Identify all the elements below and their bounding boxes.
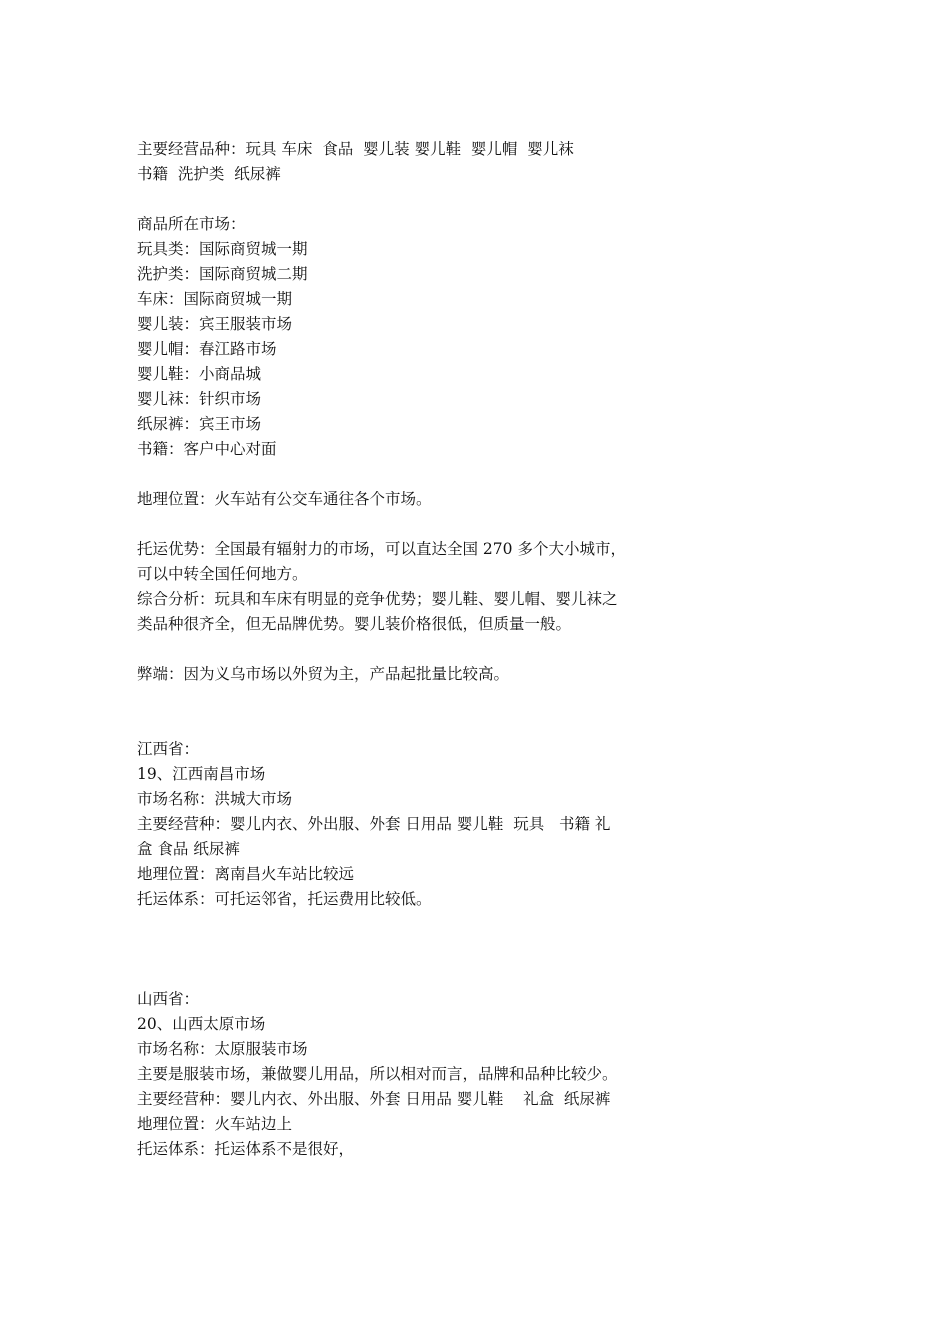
shanxi-location: 地理位置：火车站边上 (137, 1115, 293, 1133)
main-products-line-1: 主要经营品种：玩具 车床 食品 婴儿装 婴儿鞋 婴儿帽 婴儿袜 (137, 140, 574, 158)
shanxi-market-name: 市场名称：太原服装市场 (137, 1040, 308, 1058)
market-toys: 玩具类：国际商贸城一期 (137, 240, 308, 258)
shanxi-shipping: 托运体系：托运体系不是很好， (137, 1140, 355, 1158)
market-diapers: 纸尿裤：宾王市场 (137, 415, 262, 433)
shipping-line-2: 可以中转全国任何地方。 (137, 565, 308, 583)
jiangxi-shipping: 托运体系：可托运邻省，托运费用比较低。 (137, 890, 432, 908)
jiangxi-province: 江西省： (137, 740, 200, 758)
jiangxi-products-line-1: 主要经营种：婴儿内衣、外出服、外套 日用品 婴儿鞋 玩具 书籍 礼 (137, 815, 611, 833)
analysis-line-2: 类品种很齐全，但无品牌优势。婴儿装价格很低，但质量一般。 (137, 615, 572, 633)
shanxi-province: 山西省： (137, 990, 200, 1008)
shanxi-note: 主要是服装市场，兼做婴儿用品，所以相对而言，品牌和品种比较少。 (137, 1065, 618, 1083)
market-baby-clothes: 婴儿装：宾王服装市场 (137, 315, 293, 333)
drawback-line: 弊端：因为义乌市场以外贸为主，产品起批量比较高。 (137, 665, 510, 683)
jiangxi-market-name: 市场名称：洪城大市场 (137, 790, 293, 808)
jiangxi-location: 地理位置：离南昌火车站比较远 (137, 865, 355, 883)
jiangxi-products-line-2: 盒 食品 纸尿裤 (137, 840, 240, 858)
document-page (137, 137, 677, 1162)
market-books: 书籍：客户中心对面 (137, 440, 277, 458)
market-strollers: 车床：国际商贸城一期 (137, 290, 293, 308)
shanxi-title: 20、山西太原市场 (137, 1015, 266, 1033)
main-products-line-2: 书籍 洗护类 纸尿裤 (137, 165, 281, 183)
market-baby-shoes: 婴儿鞋：小商品城 (137, 365, 262, 383)
market-baby-socks: 婴儿袜：针织市场 (137, 390, 262, 408)
analysis-line-1: 综合分析：玩具和车床有明显的竞争优势；婴儿鞋、婴儿帽、婴儿袜之 (137, 590, 618, 608)
jiangxi-title: 19、江西南昌市场 (137, 765, 266, 783)
market-heading: 商品所在市场： (137, 215, 246, 233)
shipping-line-1: 托运优势：全国最有辐射力的市场，可以直达全国 270 多个大小城市， (137, 540, 626, 558)
location-line: 地理位置：火车站有公交车通往各个市场。 (137, 490, 432, 508)
market-care: 洗护类：国际商贸城二期 (137, 265, 308, 283)
shanxi-products: 主要经营种：婴儿内衣、外出服、外套 日用品 婴儿鞋 礼盒 纸尿裤 (137, 1090, 611, 1108)
market-baby-hats: 婴儿帽：春江路市场 (137, 340, 277, 358)
